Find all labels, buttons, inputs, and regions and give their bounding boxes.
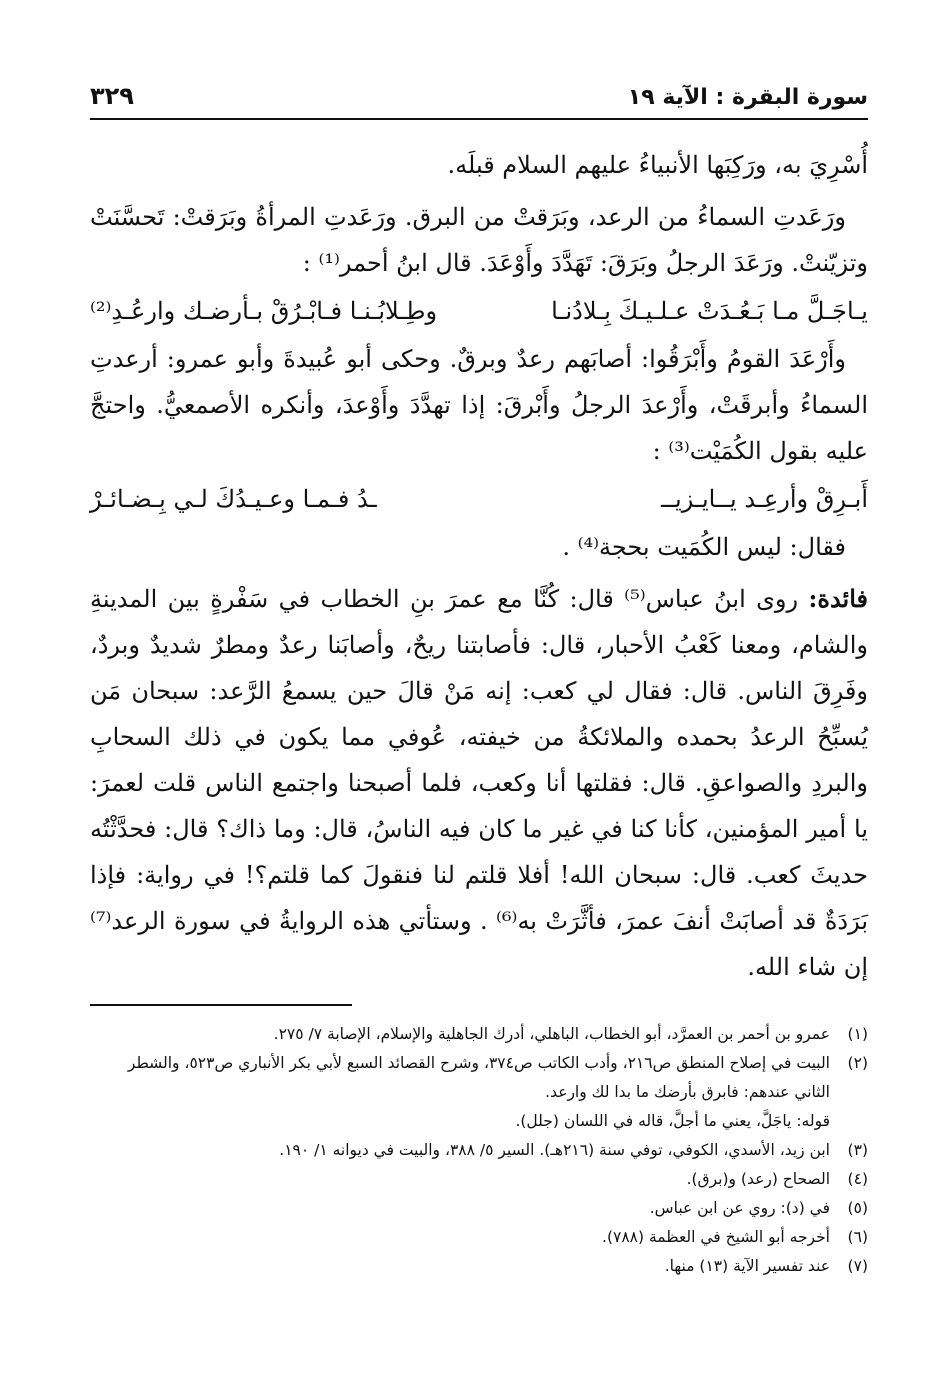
footnote-number: (٣): [847, 1141, 868, 1159]
footnote-text: أخرجه أبو الشيخ في العظمة (٧٨٨).: [602, 1228, 830, 1246]
main-text: [90, 142, 868, 990]
footnote-number: (٧): [847, 1257, 868, 1275]
footnote-text: الصحاح (رعد) و(برق).: [686, 1170, 830, 1188]
paragraph-2: ورَعَدتِ السماءُ من الرعد، وبَرَقتْ من البرق. ورَعَدتِ المرأةُ وبَرَقتْ: تَحسَّنَتْ وتزيّنتْ. ورَعَدَ الرجلُ وبَرَقَ: تَهَدَّدَ وأَوْعَدَ. قال ابنُ أحمر⁽¹⁾ :: [90, 203, 868, 277]
footnote-5: [90, 1194, 868, 1223]
footnote-6: [90, 1223, 868, 1252]
running-title: سورة البقرة : الآية ١٩: [627, 85, 868, 110]
paragraph-3: وأَرْعَدَ القومُ وأَبْرَقُوا: أصابَهم رعدٌ وبرقٌ. وحكى أبو عُبيدةَ وأبو عمرو: أرعدتِ السماءُ وأبرقَتْ، وأَرْعدَ الرجلُ وأَبْرقَ: إذا تهدَّدَ وأَوْعدَ، وأنكره الأصمعيُّ. واحتجَّ عليه بقول الكُمَيْت⁽³⁾ :: [90, 345, 868, 465]
book-page: [90, 70, 868, 1281]
footnotes: [90, 1020, 868, 1281]
faida-label: فائدة:: [808, 584, 869, 613]
footnote-3: [90, 1136, 868, 1165]
footnote-1: [90, 1020, 868, 1049]
footnote-text: ابن زيد، الأسدي، الكوفي، توفي سنة (٢١٦هـ). السير ٥/ ٣٨٨، والبيت في ديوانه ١/ ١٩٠.: [279, 1141, 830, 1159]
footnote-number: (٦): [847, 1228, 868, 1246]
footnote-text: في (د): روي عن ابن عباس.: [649, 1199, 830, 1217]
footnote-text: عند تفسير الآية (١٣) منها.: [664, 1257, 830, 1275]
footnote-number: (١): [847, 1025, 868, 1043]
verse-1-first-hemistich: يـاجَـلَّ مـا بَـعُـدَتْ عـلـيـكَ بِـلادُنـا: [551, 297, 868, 325]
footnote-text: عمرو بن أحمر بن العمرَّد، أبو الخطاب، الباهلي، أدرك الجاهلية والإسلام، الإصابة ٧/ ٢٧٥.: [273, 1025, 830, 1043]
footnote-number: (٤): [847, 1170, 868, 1188]
poetry-verse-1: [90, 286, 868, 336]
footnote-number: (٢): [847, 1054, 868, 1072]
paragraph-4: فقال: ليس الكُمَيت بحجة⁽⁴⁾ .: [562, 533, 846, 561]
paragraph-faida: [90, 576, 868, 990]
page-number: ٣٢٩: [90, 82, 134, 110]
footnote-text: قوله: ياجَلَّ، يعني ما أجلَّ، قاله في اللسان (جلل).: [515, 1112, 830, 1130]
footnote-text: البيت في إصلاح المنطق ص٢١٦، وأدب الكاتب ص٣٧٤، وشرح القصائد السبع لأبي بكر الأنباري ص٥٢٣، والشطر الثاني عندهم: فابرق بأرضك ما بدا لك وارعد.: [127, 1054, 830, 1101]
footnote-number: (٥): [847, 1199, 868, 1217]
footnote-4: [90, 1165, 868, 1194]
paragraph-1: أُسْرِيَ به، ورَكِبَها الأنبياءُ عليهم السلام قبلَه.: [447, 151, 868, 179]
footnote-divider: [90, 1004, 352, 1006]
verse-1-second-hemistich: وطِـلابُـنـا فـابْـرُقْ بـأرضـك وارعُـدِ⁽²⁾: [90, 297, 438, 325]
footnote-7: [90, 1252, 868, 1281]
page-header: [90, 70, 868, 120]
footnote-2-continuation: [90, 1107, 868, 1136]
verse-2-second-hemistich: ـدُ فـمـا وعـيـدُكَ لـي بِـضـائـرْ: [90, 485, 377, 513]
footnote-2: [90, 1049, 868, 1107]
poetry-verse-2: [90, 474, 868, 524]
faida-text: روى ابنُ عباس⁽⁵⁾ قال: كُنَّا مع عمرَ بنِ الخطاب في سَفْرةٍ بين المدينةِ والشام، ومعنا كَعْبُ الأحبار، قال: فأصابتنا ريحٌ، وأصابَنا رعدٌ ومطرٌ شديدٌ وبردٌ، وفَرِقَ الناس. قال: فقال لي كعب: إنه مَنْ قالَ حين يسمعُ الرَّعد: سبحان مَن يُسبِّحُ الرعدُ بحمده والملائكةُ من خيفته، عُوفي مما يكون في ذلك السحابِ والبردِ والصواعقِ. قال: فقلتها أنا وكعب، فلما أصبحنا واجتمع الناس قلت لعمرَ: يا أمير المؤمنين، كأنا كنا في غير ما كان فيه الناسُ، قال: وما ذاك؟ قال: فحدَّثْتُه حديثَ كعب. قال: سبحان الله! أفلا قلتم لنا فنقولَ كما قلتم؟! في رواية: فإذا بَرَدَةٌ قد أصابَتْ أنفَ عمرَ، فأثَّرَتْ به⁽⁶⁾ . وستأتي هذه الروايةُ في سورة الرعد⁽⁷⁾ إن شاء الله.: [90, 585, 869, 981]
verse-2-first-hemistich: أَبـرِقْ وأرعِـد يــايـزيــ: [660, 485, 868, 513]
